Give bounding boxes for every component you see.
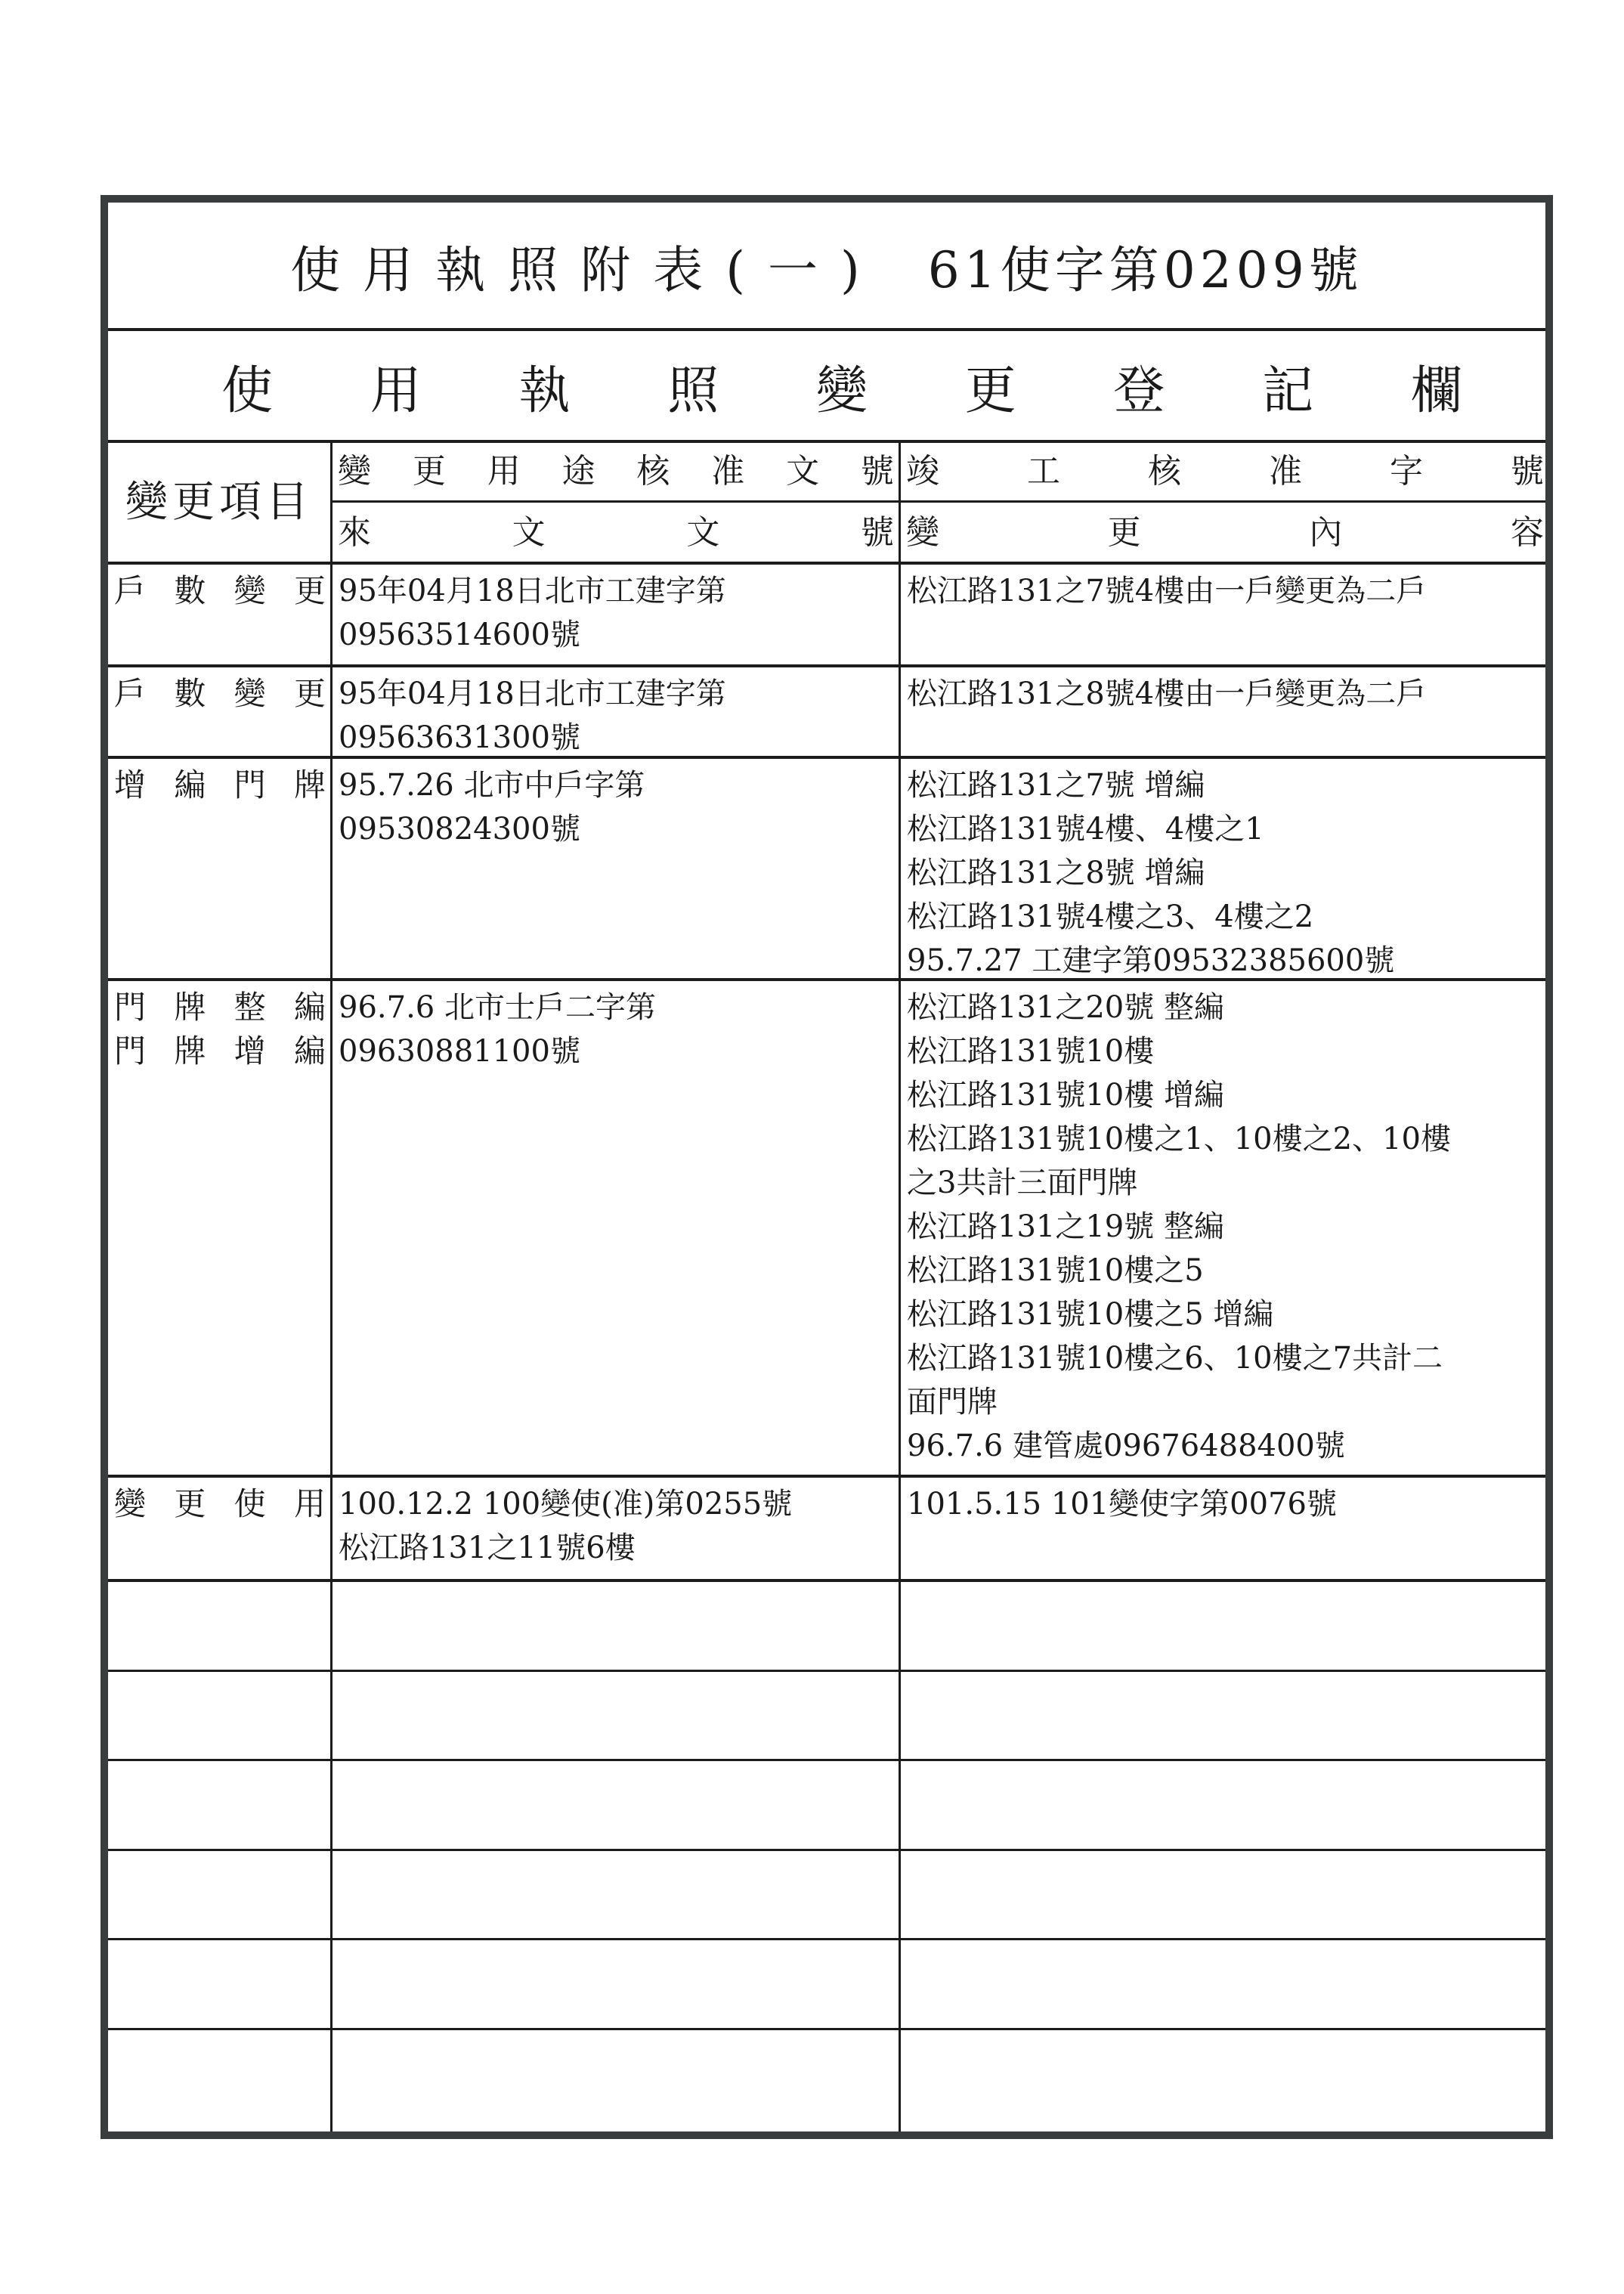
change-content-line: 松江路131號10樓之6、10樓之7共計二 [907, 1341, 1443, 1376]
change-content-line: 之3共計三面門牌 [907, 1166, 1138, 1200]
change-content-cell [901, 981, 1545, 1478]
label-char: 編 [174, 766, 206, 803]
row-divider [108, 1579, 1545, 1582]
heading-char: 欄 [1410, 361, 1462, 421]
header-change-content [903, 503, 1547, 562]
heading-char: 准 [711, 452, 745, 491]
change-content-line: 松江路131號4樓、4樓之1 [907, 812, 1264, 847]
change-content-line: 松江路131之8號 增編 [907, 856, 1205, 890]
change-content-line: 松江路131之7號4樓由一戶變更為二戶 [907, 574, 1427, 608]
form-title [108, 203, 1545, 328]
change-content-line: 松江路131之20號 整編 [907, 990, 1224, 1025]
change-content-line: 松江路131號4樓之3、4樓之2 [907, 899, 1314, 934]
label-char: 使 [234, 1485, 266, 1522]
header-completion-approval-no [903, 443, 1547, 500]
label-char: 牌 [174, 989, 206, 1026]
change-content-line: 松江路131號10樓 [907, 1034, 1155, 1069]
doc-number-line: 09630881100號 [339, 1034, 580, 1069]
empty-row-divider [108, 2028, 1545, 2030]
heading-char: 變 [815, 361, 868, 421]
change-item-label [108, 1478, 330, 1526]
doc-number-cell [333, 759, 899, 981]
doc-number-line: 松江路131之11號6樓 [339, 1531, 636, 1565]
heading-char: 核 [1148, 452, 1181, 491]
heading-char: 更 [1107, 512, 1141, 552]
label-char: 更 [293, 572, 326, 609]
label-char: 牌 [293, 766, 326, 803]
doc-number-line: 100.12.2 100變使(准)第0255號 [339, 1487, 793, 1522]
heading-char: 准 [1269, 452, 1302, 491]
label-char: 用 [293, 1485, 326, 1522]
heading-char: 來 [338, 512, 371, 552]
heading-char: 號 [1511, 452, 1544, 491]
label-char: 牌 [174, 1032, 206, 1070]
change-content-line: 95.7.27 工建字第09532385600號 [907, 943, 1395, 978]
change-item-cell [108, 759, 330, 981]
heading-char: 用 [487, 452, 521, 491]
heading-char: 竣 [906, 452, 939, 491]
change-content-line: 松江路131號10樓之1、10樓之2、10樓 [907, 1122, 1451, 1156]
heading-char: 容 [1510, 512, 1544, 552]
change-item-cell [108, 667, 330, 759]
heading-char: 使 [221, 361, 274, 421]
doc-number-line: 09563631300號 [339, 720, 580, 755]
heading-char: 記 [1262, 361, 1314, 421]
heading-char: 核 [636, 452, 670, 491]
change-item-label [108, 759, 330, 807]
change-item-label [108, 667, 330, 716]
change-item-label [108, 565, 330, 613]
change-item-cell [108, 565, 330, 667]
change-content-line: 松江路131之8號4樓由一戶變更為二戶 [907, 676, 1427, 711]
label-char: 增 [234, 1032, 266, 1070]
doc-number-line: 09530824300號 [339, 812, 580, 847]
heading-char: 執 [518, 361, 571, 421]
heading-char: 文 [786, 452, 820, 491]
change-content-line: 101.5.15 101變使字第0076號 [907, 1487, 1337, 1522]
doc-number-cell [333, 1478, 899, 1582]
change-content-line: 松江路131號10樓之5 [907, 1253, 1204, 1288]
heading-char: 變 [906, 512, 939, 552]
label-char: 戶 [114, 675, 147, 712]
heading-char: 文 [686, 512, 720, 552]
change-item-label [108, 981, 330, 1029]
label-char: 更 [293, 675, 326, 712]
doc-number-cell [333, 981, 899, 1478]
header-change-item: 變更項目 [125, 477, 313, 527]
change-content-cell [901, 565, 1545, 667]
label-char: 更 [174, 1485, 206, 1522]
label-char: 變 [234, 675, 266, 712]
change-content-line: 松江路131之7號 增編 [907, 768, 1205, 803]
label-char: 變 [114, 1485, 147, 1522]
permit-number: 61使字第0209號 [927, 240, 1363, 299]
change-content-line: 面門牌 [907, 1385, 998, 1419]
label-char: 門 [114, 989, 147, 1026]
change-content-cell [901, 759, 1545, 981]
label-char: 數 [174, 675, 206, 712]
label-char: 變 [234, 572, 266, 609]
label-char: 編 [293, 989, 326, 1026]
heading-char: 變 [338, 452, 371, 491]
heading-char: 號 [860, 452, 894, 491]
header-approval-doc-no [335, 443, 897, 500]
label-char: 數 [174, 572, 206, 609]
doc-number-cell [333, 565, 899, 667]
label-char: 編 [293, 1032, 326, 1070]
header-incoming-doc-no [335, 503, 897, 562]
heading-char: 字 [1390, 452, 1423, 491]
empty-row-divider [108, 1759, 1545, 1761]
doc-number-line: 96.7.6 北市士戶二字第 [339, 990, 656, 1025]
usage-permit-attachment-form [101, 195, 1553, 2139]
change-content-cell [901, 1478, 1545, 1582]
heading-char: 號 [860, 512, 894, 552]
doc-number-line: 95.7.26 北市中戶字第 [339, 768, 645, 803]
change-registration-heading [108, 331, 1545, 441]
change-content-cell [901, 667, 1545, 759]
header-subdivider [330, 500, 1545, 503]
change-item-cell [108, 981, 330, 1478]
label-char: 戶 [114, 572, 147, 609]
label-char: 門 [234, 766, 266, 803]
doc-number-line: 95年04月18日北市工建字第 [339, 574, 726, 608]
heading-char: 更 [964, 361, 1016, 421]
heading-char: 登 [1113, 361, 1165, 421]
change-item-label [108, 1029, 330, 1073]
form-title-left: 使用執照附表(一) [290, 240, 883, 299]
empty-row-divider [108, 1670, 1545, 1672]
doc-number-line: 09563514600號 [339, 618, 580, 652]
change-content-line: 松江路131號10樓之5 增編 [907, 1297, 1274, 1332]
empty-row-divider [108, 1938, 1545, 1940]
heading-char: 用 [370, 361, 422, 421]
heading-char: 內 [1309, 512, 1343, 552]
change-content-line: 96.7.6 建管處09676488400號 [907, 1429, 1345, 1463]
change-content-line: 松江路131之19號 整編 [907, 1209, 1224, 1244]
label-char: 門 [114, 1032, 147, 1070]
heading-char: 工 [1027, 452, 1060, 491]
heading-char: 更 [412, 452, 446, 491]
doc-number-cell [333, 667, 899, 759]
change-content-line: 松江路131號10樓 增編 [907, 1078, 1224, 1113]
change-item-cell [108, 1478, 330, 1582]
heading-char: 照 [667, 361, 719, 421]
heading-char: 文 [512, 512, 546, 552]
empty-row-divider [108, 1849, 1545, 1851]
heading-char: 途 [561, 452, 595, 491]
doc-number-line: 95年04月18日北市工建字第 [339, 676, 726, 711]
label-char: 增 [114, 766, 147, 803]
label-char: 整 [234, 989, 266, 1026]
